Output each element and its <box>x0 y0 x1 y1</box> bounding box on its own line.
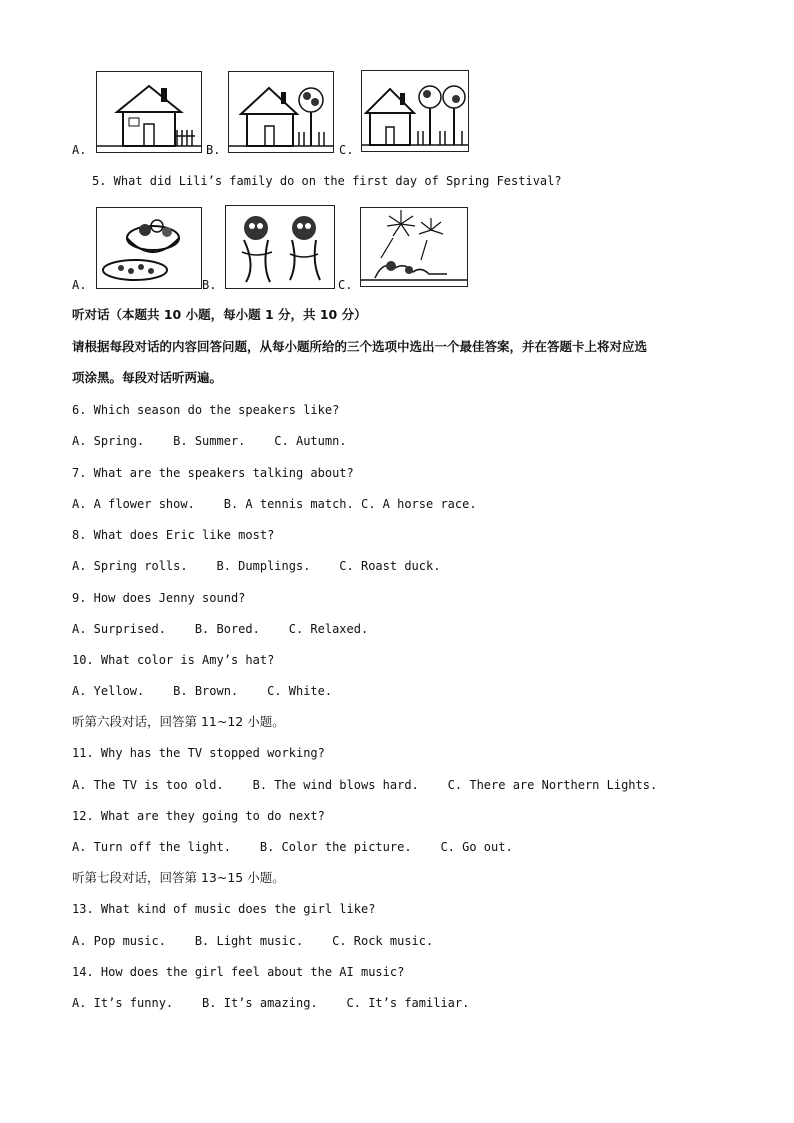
question-14: 14. How does the girl feel about the AI music? <box>72 965 405 979</box>
q4-picture-c <box>361 70 469 152</box>
house-with-two-trees-icon <box>362 71 468 151</box>
dialog7-heading: 听第七段对话，回答第 13~15 小题。 <box>72 870 285 885</box>
q5-picture-c <box>360 207 468 287</box>
house-with-fence-icon <box>97 72 201 152</box>
dialog6-heading: 听第六段对话，回答第 11~12 小题。 <box>72 714 285 729</box>
fireworks-icon <box>361 208 467 286</box>
q5-option-c-label[interactable]: C. <box>338 278 353 292</box>
section-instruction-line2: 项涂黑。每段对话听两遍。 <box>72 370 223 385</box>
question-6: 6. Which season do the speakers like? <box>72 403 340 417</box>
question-12: 12. What are they going to do next? <box>72 809 325 823</box>
question-8: 8. What does Eric like most? <box>72 528 275 542</box>
options-12[interactable]: A. Turn off the light. B. Color the picture. C. Go out. <box>72 840 513 854</box>
lion-dance-icon <box>226 206 334 288</box>
q4-option-a-label[interactable]: A. <box>72 143 87 157</box>
q4-option-c-label[interactable]: C. <box>339 143 354 157</box>
q5-question: 5. What did Lili’s family do on the first day of Spring Festival? <box>92 174 562 188</box>
options-13[interactable]: A. Pop music. B. Light music. C. Rock music. <box>72 934 434 948</box>
options-14[interactable]: A. It’s funny. B. It’s amazing. C. It’s familiar. <box>72 996 470 1010</box>
food-dishes-icon <box>97 208 201 288</box>
section-instruction-line1: 请根据每段对话的内容回答问题，从每小题所给的三个选项中选出一个最佳答案，并在答题卡上将对应选 <box>72 339 648 354</box>
q4-picture-a <box>96 71 202 153</box>
options-10[interactable]: A. Yellow. B. Brown. C. White. <box>72 684 333 698</box>
question-10: 10. What color is Amy’s hat? <box>72 653 275 667</box>
question-11: 11. Why has the TV stopped working? <box>72 746 325 760</box>
house-with-tree-icon <box>229 72 333 152</box>
options-8[interactable]: A. Spring rolls. B. Dumplings. C. Roast duck. <box>72 559 441 573</box>
question-9: 9. How does Jenny sound? <box>72 591 246 605</box>
q5-picture-b <box>225 205 335 289</box>
section-title: 听对话（本题共 10 小题，每小题 1 分，共 10 分） <box>72 307 367 322</box>
options-7[interactable]: A. A flower show. B. A tennis match. C. A horse race. <box>72 497 477 511</box>
q5-picture-a <box>96 207 202 289</box>
q4-option-b-label[interactable]: B. <box>206 143 221 157</box>
options-9[interactable]: A. Surprised. B. Bored. C. Relaxed. <box>72 622 369 636</box>
q4-picture-b <box>228 71 334 153</box>
options-11[interactable]: A. The TV is too old. B. The wind blows hard. C. There are Northern Lights. <box>72 778 658 792</box>
q5-option-a-label[interactable]: A. <box>72 278 87 292</box>
question-13: 13. What kind of music does the girl like? <box>72 902 376 916</box>
question-7: 7. What are the speakers talking about? <box>72 466 354 480</box>
options-6[interactable]: A. Spring. B. Summer. C. Autumn. <box>72 434 347 448</box>
q5-option-b-label[interactable]: B. <box>202 278 217 292</box>
